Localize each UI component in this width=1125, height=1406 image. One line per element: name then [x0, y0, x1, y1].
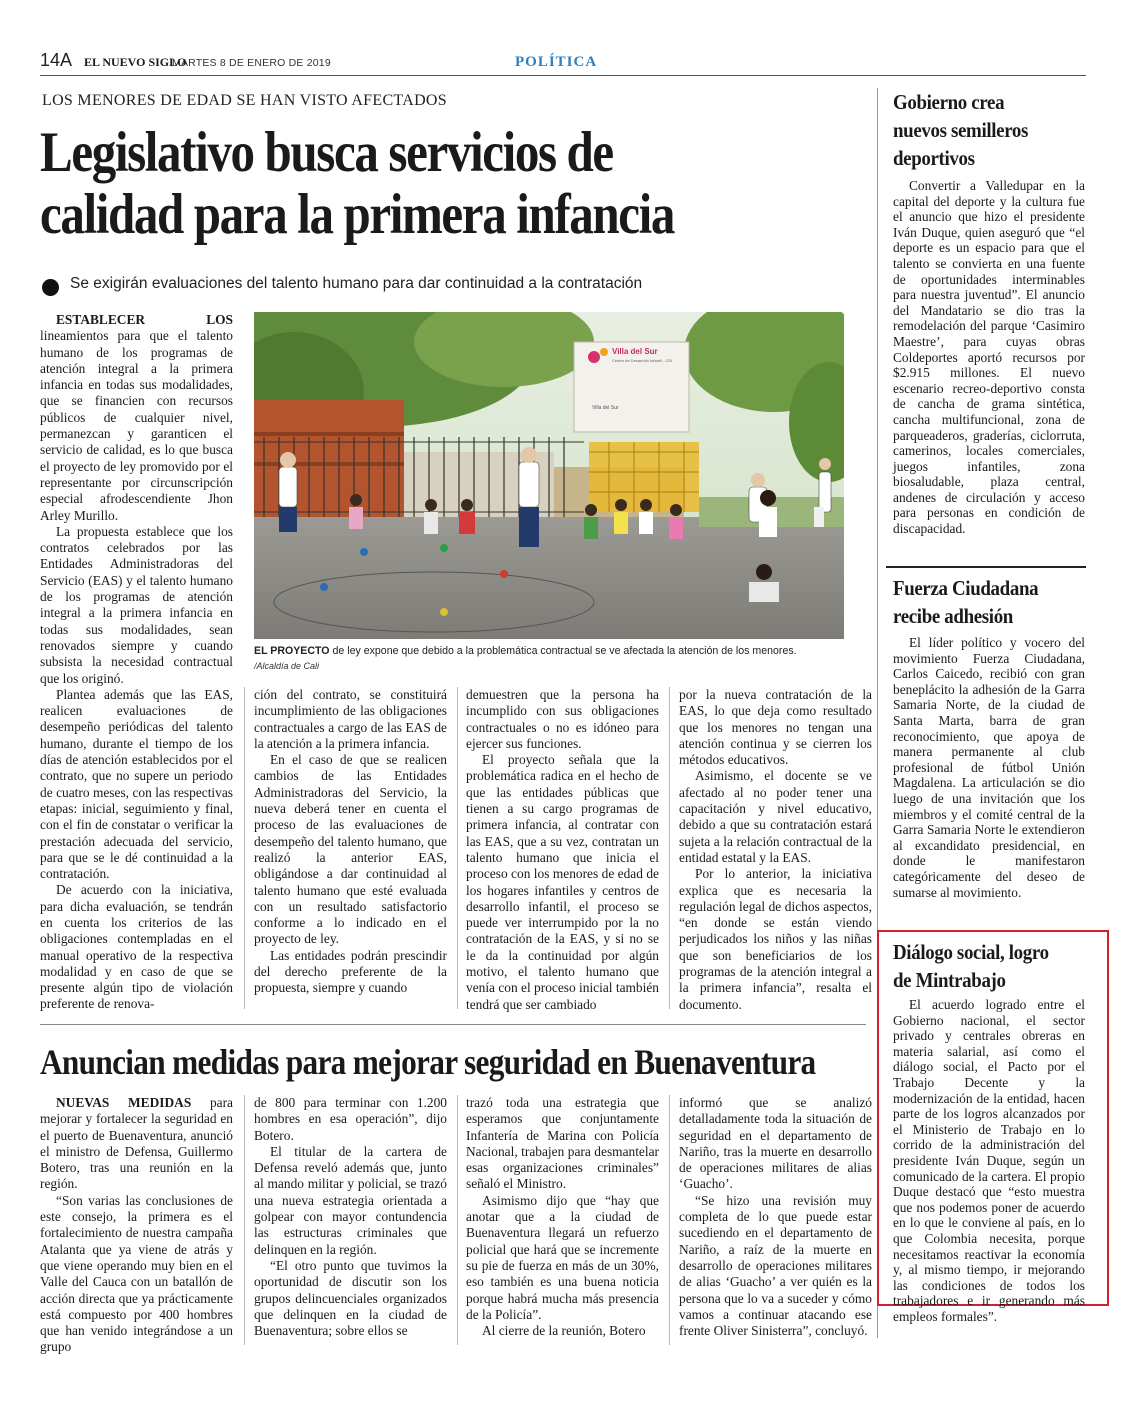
paragraph: Las entidades podrán prescindir del derecho preferente de la propuesta, siempre y cuando	[254, 947, 447, 996]
paragraph: ción del contrato, se constituirá incumplimiento de las obligaciones contractuales a cargo de las EAS de la atención a la primera infancia.	[254, 687, 447, 751]
main-headline-line1: Legislativo busca servicios de	[40, 121, 613, 184]
second-column-3	[466, 1095, 659, 1339]
main-column-1	[40, 312, 233, 1013]
brief-title-line: Fuerza Ciudadana	[893, 576, 1039, 600]
paragraph: “Son varias las conclusiones de este consejo, la primera es el fortalecimiento de nuestra campaña Atalanta que ya viene de atrás y que viene operando muy bien en el Valle del Cauca con un batallón de acción directa que ya prácticamente está compuesto por 400 hombres que han venido integrándose a un grupo	[40, 1192, 233, 1355]
main-headline	[40, 122, 745, 246]
bullet-icon	[42, 279, 59, 296]
brief-body-fuerza-ciudadana	[893, 635, 1085, 900]
brief-separator	[886, 566, 1086, 568]
kicker: LOS MENORES DE EDAD SE HAN VISTO AFECTADOS	[42, 92, 447, 109]
paragraph: Plantea además que las EAS, realicen evaluaciones de desempeño periódicas del talento humano, durante el tiempo de los días de atención establecidos por el contrato, que no supere un periodo de cuatro meses, con las respectivas etapas: inicial, seguimiento y final, con el fin de constatar o verificar la prestación adecuada del servicio, para que se le dé continuidad a la contratación.	[40, 686, 233, 882]
paragraph: El líder político y vocero del movimiento Fuerza Ciudadana, Carlos Caicedo, recibió con gran beneplácito la adhesión de la Garra Samaria Norte, de la ciudad de Santa Marta, barra de gran reconocimiento, que apoya de manera permanente al club profesional de fútbol Unión Magdalena. La articulación se dio luego de una invitación que los miembros y el comité central de la Garra Samaria Norte le extendieron al excandidato presidencial, en donde le manifestaron categóricamente del deseo de sumarse al movimiento.	[893, 635, 1085, 900]
paragraph: El proyecto señala que la problemática radica en el hecho de que las entidades públicas que tienen a su cargo programas de primera infancia, al contratar con las EAS, que a su vez, contratan un talento humano que inicia el proceso con los menores de edad de los hogares infantiles y centros de desarrollo infantil, el proceso se puede ver interrumpido por la no contratación de la EAS, y si no se le da la continuidad por algún motivo, el talento humano que venía con el proceso inicial también tendrá que ser cambiado	[466, 752, 659, 1012]
paragraph: de 800 para terminar con 1.200 hombres en esa operación”, dijo Botero.	[254, 1095, 447, 1143]
lead-in: NUEVAS MEDIDAS	[56, 1095, 192, 1110]
column-divider	[457, 1095, 458, 1345]
paragraph: El titular de la cartera de Defensa reveló además que, junto al mando militar y policial, se trazó una nueva estrategia orientada a golpear con mayor contundencia las estructuras criminales que delinquen en la región.	[254, 1143, 447, 1257]
main-headline-line2: calidad para la primera infancia	[40, 183, 675, 246]
paragraph: Por lo anterior, la iniciativa explica que es necesaria la regulación legal de dichos aspectos, “en donde se están viendo perjudicados los niños y las niñas que son beneficiarios de los programas de la atención integral a la primera infancia”, resalta el documento.	[679, 866, 872, 1012]
brief-title-line: Gobierno crea	[893, 90, 1005, 114]
paragraph: De acuerdo con la iniciativa, para dicha evaluación, se tendrán en cuenta los criterios de las obligaciones contempladas en el manual operativo de la respectiva modalidad y en caso de que se presente algún tipo de violación preferente de renova-	[40, 882, 233, 1012]
column-divider	[457, 687, 458, 1009]
brief-title-fuerza-ciudadana	[893, 574, 1069, 630]
section-label: POLÍTICA	[515, 54, 598, 70]
sign-subtitle: Centro de Desarrollo Infantil - CDI	[612, 358, 673, 363]
sign-small: Villa del Sur	[592, 405, 619, 411]
main-column-2	[254, 687, 447, 997]
brief-title-line: Diálogo social, logro	[893, 940, 1049, 964]
paragraph: Al cierre de la reunión, Botero	[482, 1323, 646, 1339]
paragraph: por la nueva contratación de la EAS, lo que deja como resultado que los menores no tengan una atención continua y se cierren los métodos educativos.	[679, 687, 872, 768]
second-headline: Anuncian medidas para mejorar seguridad en Buenaventura	[40, 1042, 816, 1082]
brief-body-sports	[893, 178, 1085, 537]
photo-caption	[254, 645, 854, 658]
brief-body-mintrabajo	[893, 997, 1085, 1324]
column-divider	[244, 687, 245, 1009]
column-divider	[244, 1095, 245, 1345]
main-column-4	[679, 687, 872, 1013]
paragraph: trazó toda una estrategia que esperamos que conjuntamente Infantería de Marina con Policía Nacional, trabajen para desmantelar esas organizaciones criminales” señaló el Ministro.	[466, 1095, 659, 1192]
paragraph: “El otro punto que tuvimos la oportunidad de discutir son los grupos delincuenciales organizados que delinquen en la ciudad de Buenaventura; sobre ellos se	[254, 1257, 447, 1339]
header-rule	[40, 75, 1086, 76]
second-column-4	[679, 1095, 872, 1339]
dateline: MARTES 8 DE ENERO DE 2019	[172, 57, 331, 69]
paragraph	[40, 1095, 233, 1193]
column-divider	[669, 687, 670, 1009]
paragraph: El acuerdo logrado entre el Gobierno nacional, el sector privado y centrales obreras en materia salarial, así como el diálogo social, el Pacto por el Trabajo Decente y la modernización de la entidad, hacen parte de los logros alcanzados por el Ministerio de Trabajo en lo corrido de la administración del presidente Iván Duque, según un comunicado de la cartera. El propio Duque destacó que “esto muestra que nos podemos poner de acuerdo en lo que le conviene al país, en lo que Colombia necesita, porque necesitamos reactivar la economía y, al mismo tiempo, ir mejorando las condiciones de todos los trabajadores e ir generando más empleos formales”.	[893, 997, 1085, 1324]
brief-title-sports	[893, 88, 1069, 172]
paragraph: Asimismo, el docente se ve afectado al no poder tener una capacitación y nivel educativo, debido a que su contratación estará sujeta a la relación contractual de la entidad estatal y la EAS.	[679, 768, 872, 865]
brief-title-line: de Mintrabajo	[893, 968, 1006, 992]
brief-title-mintrabajo	[893, 938, 1069, 994]
paragraph: La propuesta establece que los contratos celebrados por las Entidades Administradoras del Servicio (EAS) y el talento humano de los programas de atención integral a la primera infancia en todas sus modalidades, sean renovados siempre y cuando subsista la necesidad contractual que los originó.	[40, 523, 233, 686]
sign-title: Villa del Sur	[612, 347, 658, 356]
paragraph: informó que se analizó detalladamente toda la situación de seguridad en el departamento de Nariño, tras la muerte en desarrollo de operaciones militares de alias ‘Guacho’.	[679, 1095, 872, 1192]
paragraph: Convertir a Valledupar en la capital del deporte y la cultura fue el anuncio que hizo el presidente Iván Duque, quien aseguró que “el deporte es un espacio para que el talento se convierta en una fuente de oportunidades interminables para nuestra juventud”. El anuncio del Mandatario se dio tras la remodelación del parque ‘Casimiro Maestre’, para cuyas obras Coldeportes aportó recursos por $2.915 millones. El nuevo escenario recreo-deportivo consta de cancha de grama sintética, cancha multifuncional, zona de parqueaderos, graderías, ciclorruta, camerinos, locales comerciales, juegos infantiles, zona biosaludable, plaza central, andenes de circulación y acceso para personas en condición de discapacidad.	[893, 178, 1085, 537]
paragraph-text: lineamientos para que el talento humano de los programas de atención integral a la primera infancia en todas sus modalidades, que se financien con recursos públicos de cualquier nivel, permanezcan y garanticen el servicio de calidad, es lo que busca el proyecto de ley promovido por el representante por circunscripción especial afrodescendiente Jhon Arley Murillo.	[40, 328, 233, 523]
main-column-3	[466, 687, 659, 1013]
second-column-2	[254, 1095, 447, 1339]
page-number: 14A	[40, 50, 73, 70]
paragraph: Asimismo dijo que “hay que anotar que a la ciudad de Buenaventura llegará un refuerzo policial que hará que se incremente su pie de fuerza en más de un 30%, eso también es una buena noticia porque habrá mucha más presencia de la Policía”.	[466, 1192, 659, 1322]
lead-in: ESTABLECER LOS	[56, 312, 233, 327]
masthead: EL NUEVO SIGLO	[84, 55, 187, 69]
subheadline: Se exigirán evaluaciones del talento humano para dar continuidad a la contratación	[70, 275, 643, 292]
article-photo	[254, 312, 844, 639]
brief-title-line: nuevos semilleros	[893, 118, 1029, 142]
paragraph-text: para mejorar y fortalecer la seguridad en el puerto de Buenaventura, anunció el ministro de Defensa, Guillermo Botero, tras una reunión en la región.	[40, 1095, 233, 1192]
column-divider	[669, 1095, 670, 1345]
caption-text: de ley expone que debido a la problemática contractual se ve afectada la atención de los menores.	[329, 645, 797, 657]
paragraph: demuestren que la persona ha incumplido con sus obligaciones contractuales o no es idóneo para ejercer sus funciones.	[466, 687, 659, 751]
brief-title-line: deportivos	[893, 146, 975, 170]
article-separator	[40, 1024, 866, 1025]
paragraph: En el caso de que se realicen cambios de las Entidades Administradoras del Servicio, la nueva deberá tener en cuenta el proceso de las evaluaciones de desempeño del talento humano, que realizó la anterior EAS, obligándose a dar continuidad al talento humano que esté evaluada con un resultado satisfactorio conforme a lo indicado en el proyecto de ley.	[254, 752, 447, 947]
paragraph	[40, 312, 233, 524]
caption-lead: EL PROYECTO	[254, 645, 330, 657]
brief-title-line: recibe adhesión	[893, 604, 1013, 628]
photo-credit: /Alcaldía de Cali	[254, 661, 320, 671]
second-column-1	[40, 1095, 233, 1356]
paragraph: “Se hizo una revisión muy completa de lo que puede estar sucediendo en el departamento de Nariño, a raíz de la muerte en desarrollo de operaciones militares de alias ‘Guacho’ a ver quién es la persona que lo va a suceder y cómo vamos a continuar atacando ese frente Oliver Sinisterra”, concluyó.	[679, 1192, 872, 1339]
